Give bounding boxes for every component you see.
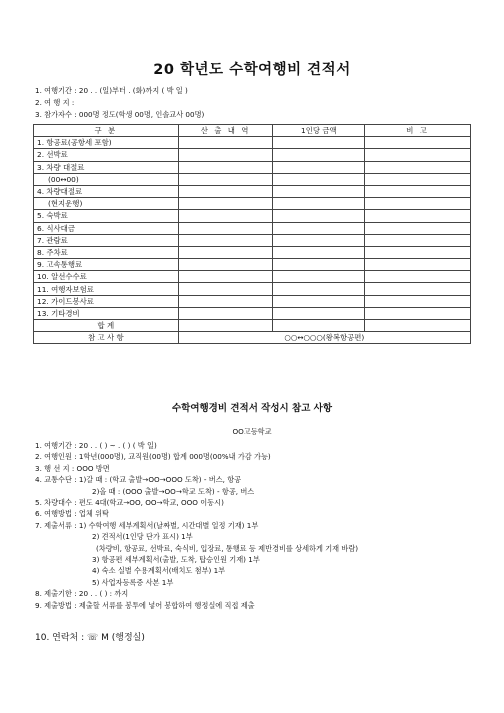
reference-section-title: 수학여행경비 견적서 작성시 참고 사항 [171,403,333,414]
meta-travel-period: 1. 여행기간 : 20 . . (일)부터 . (화)까지 ( 박 일 ) [35,86,188,95]
note-line: (차량비, 항공료, 선박료, 숙식비, 입장료, 통행료 등 제반경비를 상세하게 기재 바람) [96,543,359,553]
item-cell: 8. 주차료 [34,246,179,258]
amount-cell [273,234,365,246]
estimate-table [33,124,471,344]
note-line: 6. 여행방법 : 업체 위탁 [35,509,109,519]
reference-value: ○○↔○○○(왕복항공편) [178,332,470,344]
table-row [34,222,471,234]
table-row [34,307,471,319]
table-row [34,271,471,283]
note-line: 2. 여행인원 : 1학년(000명), 교직원(00명) 합계 000명(00%내 가감 가능) [35,452,271,462]
amount-cell [273,137,365,149]
note-line: 5) 사업자등록증 사본 1부 [92,577,174,587]
remark-cell [365,161,471,173]
remark-cell [365,295,471,307]
table-row [34,234,471,246]
note-line: 9. 제출방법 : 제출할 서류를 봉투에 넣어 봉합하여 행정실에 직접 제출 [35,600,255,610]
total-label: 합 계 [34,320,179,332]
item-cell: 11. 여행자보험료 [34,283,179,295]
table-row [34,259,471,271]
amount-cell [273,210,365,222]
document-title: 20 학년도 수학여행비 견적서 [153,62,351,78]
remark-cell [365,222,471,234]
table-row [34,137,471,149]
note-line: 7. 제출서류 : 1) 수학여행 세부계획서(날짜별, 시간대별 일정 기재) 1부 [35,520,259,530]
amount-cell [273,161,365,173]
amount-cell [273,246,365,258]
table-row [34,295,471,307]
calc-cell [178,222,273,234]
table-row [34,161,471,173]
item-cell: 2. 선박료 [34,149,179,161]
calc-cell [178,161,273,173]
note-line: 8. 제출기한 : 20 . . ( ) : 까지 [35,589,129,599]
table-row [34,283,471,295]
item-cell: 6. 식사대금 [34,222,179,234]
table-total-row [34,320,471,332]
amount-cell [273,173,365,185]
amount-cell [273,185,365,197]
item-cell: 3. 차량 대절료 [34,161,179,173]
amount-cell [273,198,365,210]
remark-cell [365,271,471,283]
calc-cell [178,210,273,222]
item-cell: 10. 알선수수료 [34,271,179,283]
amount-cell [273,283,365,295]
item-cell: (00↔00) [34,173,179,185]
note-line: 5. 차량대수 : 편도 4대(학교→OO, OO→학교, OOO 이동시) [35,498,224,508]
amount-cell [273,307,365,319]
note-line: 4. 교통수단 : 1)갈 때 : (학교 출발→OO→OOO 도착) - 버스, 항공 [35,475,242,485]
item-cell: 9. 고속통행료 [34,259,179,271]
amount-cell [273,222,365,234]
table-row [34,149,471,161]
amount-cell [273,271,365,283]
table-row [34,198,471,210]
calc-cell [178,271,273,283]
amount-cell [273,295,365,307]
remark-cell [365,259,471,271]
calc-cell [178,173,273,185]
calc-cell [178,149,273,161]
school-name: OO고등학교 [232,427,272,436]
header-per-person: 1인당 금액 [273,125,365,137]
note-line: 4) 숙소 실별 수용계획서(배치도 첨부) 1부 [92,566,226,576]
remark-cell [365,149,471,161]
note-line: 3. 행 선 지 : OOO 방면 [35,463,110,473]
amount-cell [273,259,365,271]
remark-cell [365,246,471,258]
note-line: 2) 견적서(1인당 단가 표시) 1부 [92,532,193,542]
header-category: 구 분 [34,125,179,137]
item-cell: 7. 관람료 [34,234,179,246]
header-calculation: 산 출 내 역 [178,125,273,137]
meta-participants: 3. 참가자수 : 000명 정도(학생 00명, 인솔교사 00명) [35,110,205,119]
table-header-row [34,125,471,137]
calc-cell [178,259,273,271]
remark-cell [365,283,471,295]
item-cell: (현지운행) [34,198,179,210]
total-amount-cell [273,320,365,332]
total-calc-cell [178,320,273,332]
total-remark-cell [365,320,471,332]
remark-cell [365,173,471,185]
table-row [34,210,471,222]
item-cell: 13. 기타경비 [34,307,179,319]
item-cell: 12. 가이드봉사료 [34,295,179,307]
table-row [34,246,471,258]
remark-cell [365,307,471,319]
table-row [34,173,471,185]
amount-cell [273,149,365,161]
calc-cell [178,198,273,210]
item-cell: 1. 항공료(공항세 포함) [34,137,179,149]
reference-notes [35,440,358,611]
calc-cell [178,307,273,319]
item-cell: 5. 숙박료 [34,210,179,222]
note-line: 1. 여행기간 : 20 . . ( ) ~ . ( ) ( 박 일) [35,441,157,450]
remark-cell [365,210,471,222]
remark-cell [365,234,471,246]
table-row [34,185,471,197]
meta-destination: 2. 여 행 지 : [35,98,75,107]
calc-cell [178,137,273,149]
note-line: 2)올 때 : (OOO 출발→OO→학교 도착) - 항공, 버스 [92,486,255,496]
note-line: 3) 항공편 세부계획서(출발, 도착, 탑승인원 기재) 1부 [92,555,260,565]
header-remarks: 비 고 [365,125,471,137]
remark-cell [365,198,471,210]
calc-cell [178,246,273,258]
remark-cell [365,185,471,197]
table-reference-row [34,332,471,344]
calc-cell [178,185,273,197]
calc-cell [178,295,273,307]
item-cell: 4. 차량대절료 [34,185,179,197]
calc-cell [178,234,273,246]
contact-line: 10. 연락처 : ☏ M (행정실) [35,633,145,643]
reference-label: 참 고 사 항 [34,332,179,344]
remark-cell [365,137,471,149]
calc-cell [178,283,273,295]
